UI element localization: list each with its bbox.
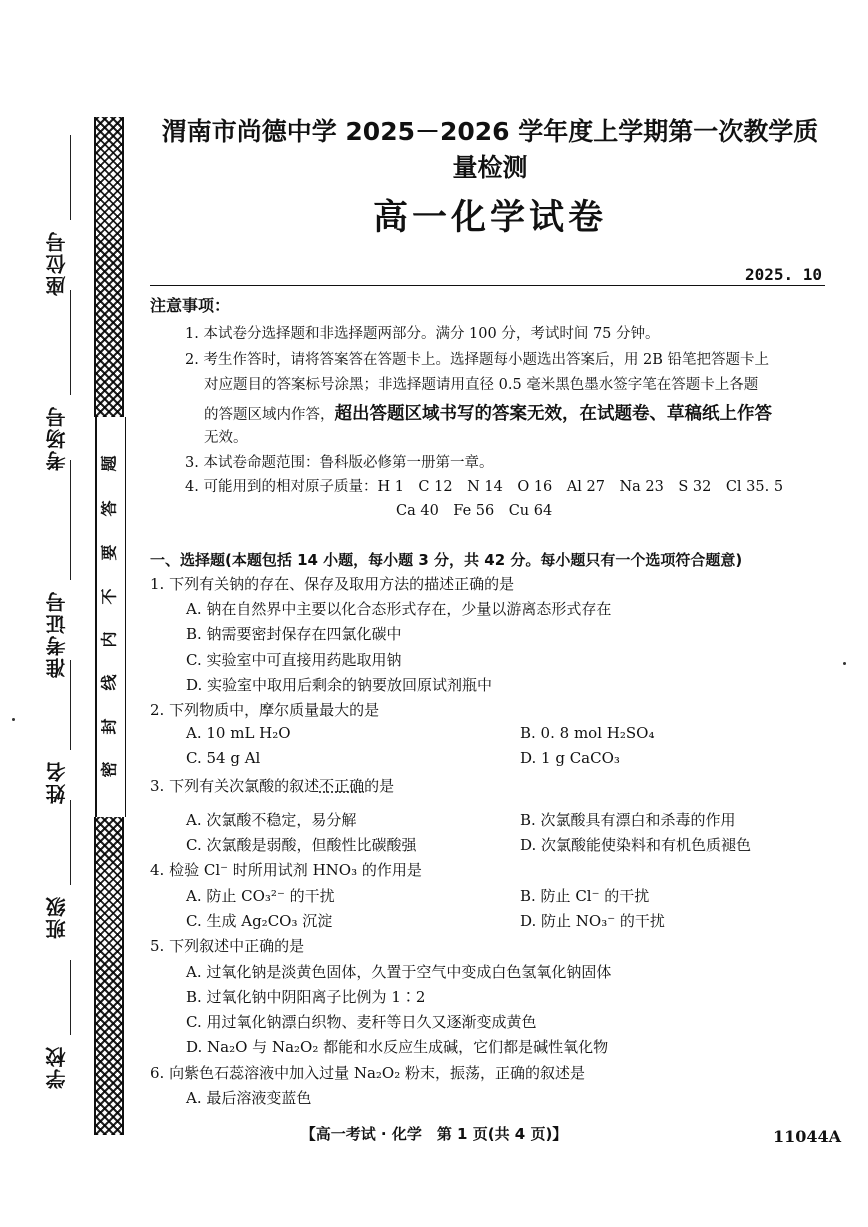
section-heading: 一、选择题(本题包括 14 小题，每小题 3 分，共 42 分。每小题只有一个选项符合题意)	[150, 551, 743, 569]
q4-option-a: A. 防止 CO₃²⁻ 的干扰	[186, 887, 335, 905]
seal-char: 要	[99, 544, 119, 561]
question-4-stem: 4. 检验 Cl⁻ 时所用试剂 HNO₃ 的作用是	[150, 861, 422, 879]
binding-pattern-bottom	[94, 817, 124, 1135]
exam-date: 2025. 10	[744, 265, 822, 284]
q5-option-d: D. Na₂O 与 Na₂O₂ 都能和水反应生成碱，它们都是碱性氧化物	[186, 1038, 609, 1056]
notice-item-4: 4. 可能用到的相对原子质量：H 1 C 12 N 14 O 16 Al 27 Na 23 S 32 Cl 35. 5	[185, 479, 784, 495]
label-seat-no: 座位号	[45, 230, 69, 296]
label-class: 班级	[45, 895, 69, 939]
seal-char: 答	[99, 500, 119, 517]
seal-char: 线	[99, 674, 119, 691]
paper-title: 高一化学试卷	[372, 198, 607, 238]
q3-stem-part1: 3. 下列有关次氯酸的叙述	[150, 777, 320, 795]
q3-emphasis: 不正确	[319, 777, 365, 795]
q3-option-d: D. 次氯酸能使染料和有机色质褪色	[520, 836, 752, 854]
notice-item-3: 3. 本试卷命题范围：鲁科版必修第一册第一章。	[185, 455, 494, 471]
q2-option-d: D. 1 g CaCO₃	[520, 749, 620, 767]
header-rule	[150, 285, 825, 286]
q1-option-b: B. 钠需要密封保存在四氯化碳中	[186, 625, 402, 643]
question-5-stem: 5. 下列叙述中正确的是	[150, 937, 305, 955]
blank-school	[70, 960, 71, 1035]
q4-option-d: D. 防止 NO₃⁻ 的干扰	[520, 912, 665, 930]
q2-option-b: B. 0. 8 mol H₂SO₄	[520, 724, 655, 742]
seal-char: 不	[99, 588, 119, 605]
page-footer: 【高一考试 · 化学 第 1 页(共 4 页)】	[300, 1125, 568, 1143]
q5-option-c: C. 用过氧化钠漂白织物、麦秆等日久又逐渐变成黄色	[186, 1013, 537, 1031]
notice-item-2: 2. 考生作答时，请将答案答在答题卡上。选择题每小题选出答案后，用 2B 铅笔把答题卡上	[185, 352, 770, 368]
label-school: 学校	[45, 1045, 69, 1089]
q3-stem-part2: 的是	[364, 777, 395, 795]
q4-option-c: C. 生成 Ag₂CO₃ 沉淀	[186, 912, 333, 930]
notice-heading: 注意事项：	[150, 296, 231, 315]
scan-speck	[843, 662, 846, 665]
question-6-stem: 6. 向紫色石蕊溶液中加入过量 Na₂O₂ 粉末，振荡，正确的叙述是	[150, 1064, 586, 1082]
q3-option-c: C. 次氯酸是弱酸，但酸性比碳酸强	[186, 836, 417, 854]
seal-char: 题	[99, 455, 119, 472]
q3-option-a: A. 次氯酸不稳定，易分解	[186, 811, 357, 829]
blank-class	[70, 800, 71, 885]
paper-code: 11044A	[773, 1127, 842, 1146]
q2-option-a: A. 10 mL H₂O	[186, 724, 291, 742]
notice-item-1: 1. 本试卷分选择题和非选择题两部分。满分 100 分，考试时间 75 分钟。	[185, 326, 660, 342]
q5-option-b: B. 过氧化钠中阴阳离子比例为 1∶2	[186, 988, 426, 1006]
notice-item-2-end: 无效。	[204, 430, 248, 446]
question-1-stem: 1. 下列有关钠的存在、保存及取用方法的描述正确的是	[150, 575, 515, 593]
notice-item-4-cont: Ca 40 Fe 56 Cu 64	[396, 503, 553, 519]
seal-char: 内	[99, 631, 119, 648]
exam-header: 渭南市尚德中学 2025－2026 学年度上学期第一次教学质量检测	[161, 117, 819, 182]
seal-char: 封	[99, 718, 119, 735]
seal-char: 密	[99, 761, 119, 778]
notice-item-2-cont2	[204, 400, 772, 425]
q1-option-c: C. 实验室中可直接用药匙取用钠	[186, 651, 402, 669]
q2-option-c: C. 54 g Al	[186, 749, 261, 767]
label-exam-room: 考场号	[45, 405, 69, 471]
q1-option-a: A. 钠在自然界中主要以化合态形式存在，少量以游离态形式存在	[186, 600, 612, 618]
blank-seat-no	[70, 135, 71, 220]
blank-admission-no	[70, 460, 71, 580]
label-name: 姓名	[45, 760, 69, 804]
notice-text: 的答题区域内作答，	[204, 407, 335, 423]
label-admission-no: 准考证号	[45, 590, 69, 678]
q3-option-b: B. 次氯酸具有漂白和杀毒的作用	[520, 811, 736, 829]
seal-line-box	[95, 417, 126, 817]
notice-item-2-cont: 对应题目的答案标号涂黑；非选择题请用直径 0.5 毫米黑色墨水签字笔在答题卡上各题	[204, 377, 759, 393]
notice-emphasis: 超出答题区域书写的答案无效，在试题卷、草稿纸上作答	[334, 404, 772, 424]
blank-exam-room	[70, 290, 71, 395]
scan-speck	[12, 718, 15, 721]
binding-pattern-top	[94, 117, 124, 417]
q5-option-a: A. 过氧化钠是淡黄色固体，久置于空气中变成白色氢氧化钠固体	[186, 963, 612, 981]
q1-option-d: D. 实验室中取用后剩余的钠要放回原试剂瓶中	[186, 676, 493, 694]
q6-option-a: A. 最后溶液变蓝色	[186, 1089, 312, 1107]
q4-option-b: B. 防止 Cl⁻ 的干扰	[520, 887, 650, 905]
question-2-stem: 2. 下列物质中，摩尔质量最大的是	[150, 701, 380, 719]
question-3-stem	[150, 775, 394, 796]
